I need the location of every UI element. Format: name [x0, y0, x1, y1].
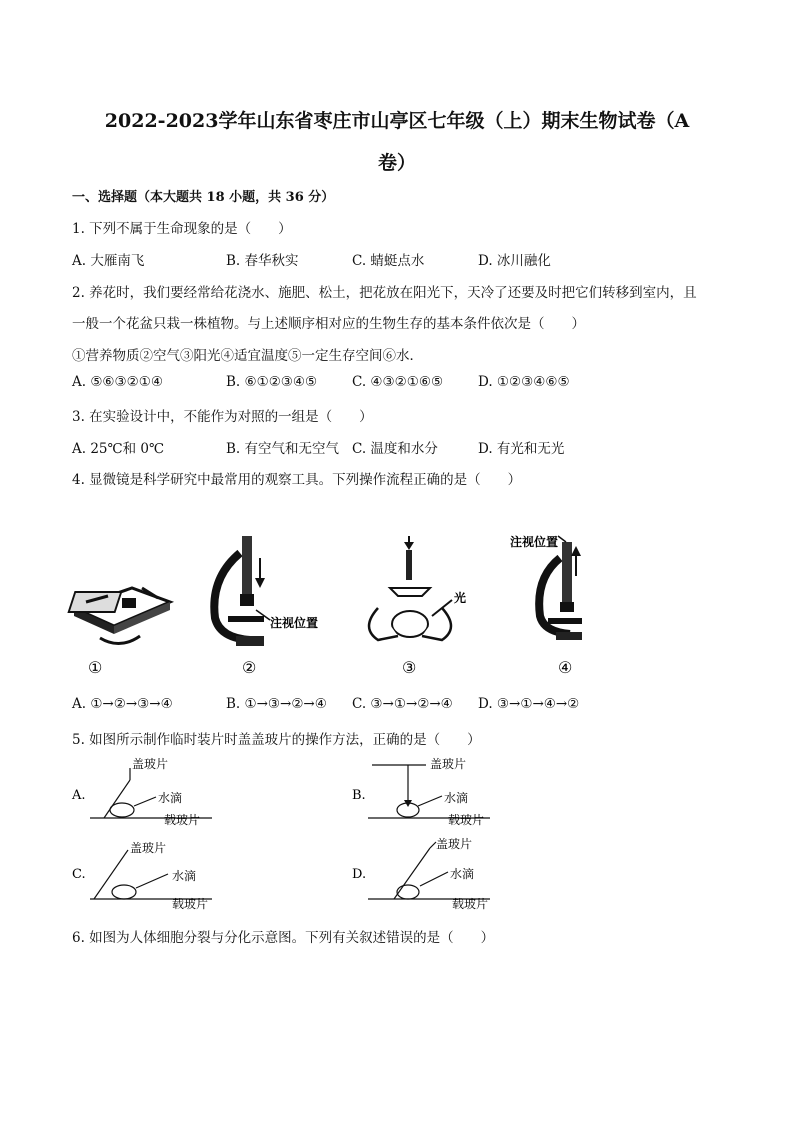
q2-option-d: D. ①②③④⑥⑤ — [478, 374, 570, 390]
coverslip-method-d — [352, 836, 490, 911]
option-letter-c: C. — [72, 867, 86, 882]
q4-option-d: D. ③→①→④→② — [478, 696, 580, 712]
question-2-stem-line3: ①营养物质②空气③阳光④适宜温度⑤一定生存空间⑥水． — [72, 348, 423, 364]
q4-option-c: C. ③→①→②→④ — [352, 696, 453, 712]
question-5-stem: 5. 如图所示制作临时装片时盖盖玻片的操作方法，正确的是（ ） — [72, 732, 481, 748]
cover-slip-label-a: 盖玻片 — [132, 757, 169, 771]
cover-slip-label-c: 盖玻片 — [130, 841, 167, 855]
slide-label-d: 载玻片 — [452, 897, 489, 911]
option-letter-d: D. — [352, 867, 367, 882]
q1-option-b: B. 春华秋实 — [226, 253, 299, 269]
coverslip-method-b — [352, 756, 490, 827]
coverslip-method-c — [72, 840, 212, 911]
exam-title-line2: 卷） — [377, 152, 416, 174]
question-4-stem: 4. 显微镜是科学研究中最常用的观察工具。下列操作流程正确的是（ ） — [72, 472, 522, 488]
microscope-stage-illustration — [69, 588, 170, 644]
option-letter-a: A. — [72, 788, 86, 803]
q1-option-c: C. 蜻蜓点水 — [352, 253, 425, 269]
question-6-stem: 6. 如图为人体细胞分裂与分化示意图。下列有关叙述错误的是（ ） — [72, 930, 495, 946]
q2-option-c: C. ④③②①⑥⑤ — [352, 374, 444, 390]
figure-label-1: ① — [88, 658, 103, 677]
question-2-stem-line2: 一般一个花盆只栽一株植物。与上述顺序相对应的生物生存的基本条件依次是（ ） — [72, 316, 585, 332]
question-1-stem: 1. 下列不属于生命现象的是（ ） — [72, 221, 292, 237]
slide-label-c: 载玻片 — [172, 897, 209, 911]
figure-label-4: ④ — [558, 658, 573, 677]
mirror-adjust-illustration — [369, 536, 452, 640]
q4-option-a: A. ①→②→③→④ — [72, 696, 173, 712]
watch-position-label-4: 注视位置 — [510, 535, 559, 549]
q3-option-c: C. 温度和水分 — [352, 441, 438, 457]
q4-option-b: B. ①→③→②→④ — [226, 696, 327, 712]
q3-option-a: A. 25℃和 0℃ — [72, 441, 165, 457]
microscope-figure — [60, 528, 620, 683]
watch-position-label-2: 注视位置 — [270, 616, 319, 630]
q2-option-a: A. ⑤⑥③②①④ — [72, 374, 163, 390]
slide-label-b: 载玻片 — [448, 813, 485, 827]
cover-slip-label-b: 盖玻片 — [430, 757, 467, 771]
question-3-stem: 3. 在实验设计中，不能作为对照的一组是（ ） — [72, 409, 373, 425]
cover-slip-label-d: 盖玻片 — [436, 837, 473, 851]
water-drop-label-a: 水滴 — [158, 791, 183, 805]
water-drop-label-d: 水滴 — [450, 867, 475, 881]
coverslip-method-a — [71, 756, 212, 827]
figure-label-3: ③ — [402, 658, 417, 677]
coverslip-figure — [60, 752, 520, 922]
option-letter-b: B. — [352, 788, 366, 803]
light-label: 光 — [454, 591, 467, 605]
section-heading: 一、选择题（本大题共 18 小题，共 36 分） — [72, 190, 335, 205]
q1-option-d: D. 冰川融化 — [478, 253, 551, 269]
microscope-side-illustration — [214, 536, 270, 646]
water-drop-label-c: 水滴 — [172, 869, 197, 883]
slide-label-a: 载玻片 — [164, 813, 201, 827]
microscope-eyepiece-illustration — [539, 536, 582, 640]
q3-option-d: D. 有光和无光 — [478, 441, 565, 457]
q3-option-b: B. 有空气和无空气 — [226, 441, 340, 457]
question-2-stem-line1: 2. 养花时，我们要经常给花浇水、施肥、松土，把花放在阳光下，天冷了还要及时把它们转移到室内，且 — [72, 285, 697, 301]
figure-label-2: ② — [242, 658, 257, 677]
q2-option-b: B. ⑥①②③④⑤ — [226, 374, 318, 390]
water-drop-label-b: 水滴 — [444, 791, 469, 805]
exam-title-line1: 2022-2023学年山东省枣庄市山亭区七年级（上）期末生物试卷（A — [104, 110, 690, 132]
q1-option-a: A. 大雁南飞 — [72, 253, 145, 269]
